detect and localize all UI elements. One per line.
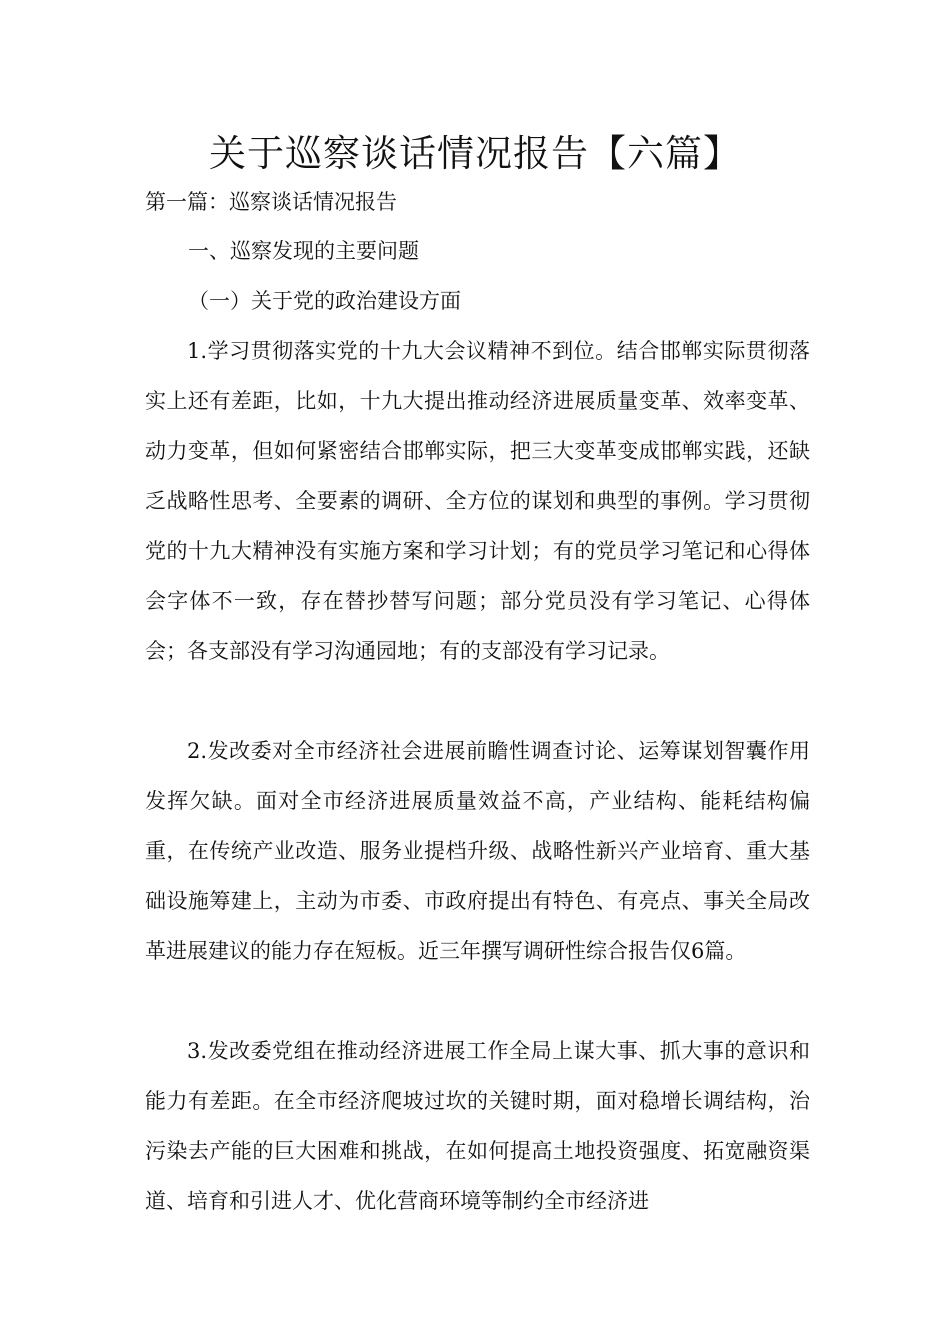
paragraph-2: 2.发改委对全市经济社会进展前瞻性调查讨论、运筹谋划智囊作用发挥欠缺。面对全市经济进展质量效益不高，产业结构、能耗结构偏重，在传统产业改造、服务业提档升级、战略性新兴产业培育、重大基础设施筹建上，主动为市委、市政府提出有特色、有亮点、事关全局改革进展建议的能力存在短板。近三年撰写调研性综合报告仅6篇。 [145, 739, 810, 963]
subsection-heading: （一）关于党的政治建设方面 [188, 289, 461, 313]
section-heading: 一、巡察发现的主要问题 [188, 239, 419, 263]
paragraph-1: 1.学习贯彻落实党的十九大会议精神不到位。结合邯郸实际贯彻落实上还有差距，比如，十九大提出推动经济进展质量变革、效率变革、动力变革，但如何紧密结合邯郸实际，把三大变革变成邯郸实践，还缺乏战略性思考、全要素的调研、全方位的谋划和典型的事例。学习贯彻党的十九大精神没有实施方案和学习计划；有的党员学习笔记和心得体会字体不一致，存在替抄替写问题；部分党员没有学习笔记、心得体会；各支部没有学习沟通园地；有的支部没有学习记录。 [145, 339, 810, 663]
chapter-heading: 第一篇：巡察谈话情况报告 [145, 190, 397, 214]
document-title: 关于巡察谈话情况报告【六篇】 [209, 132, 741, 175]
paragraph-3: 3.发改委党组在推动经济进展工作全局上谋大事、抓大事的意识和能力有差距。在全市经济爬坡过坎的关键时期，面对稳增长调结构，治污染去产能的巨大困难和挑战，在如何提高土地投资强度、拓宽融资渠道、培育和引进人才、优化营商环境等制约全市经济进 [145, 1039, 810, 1213]
